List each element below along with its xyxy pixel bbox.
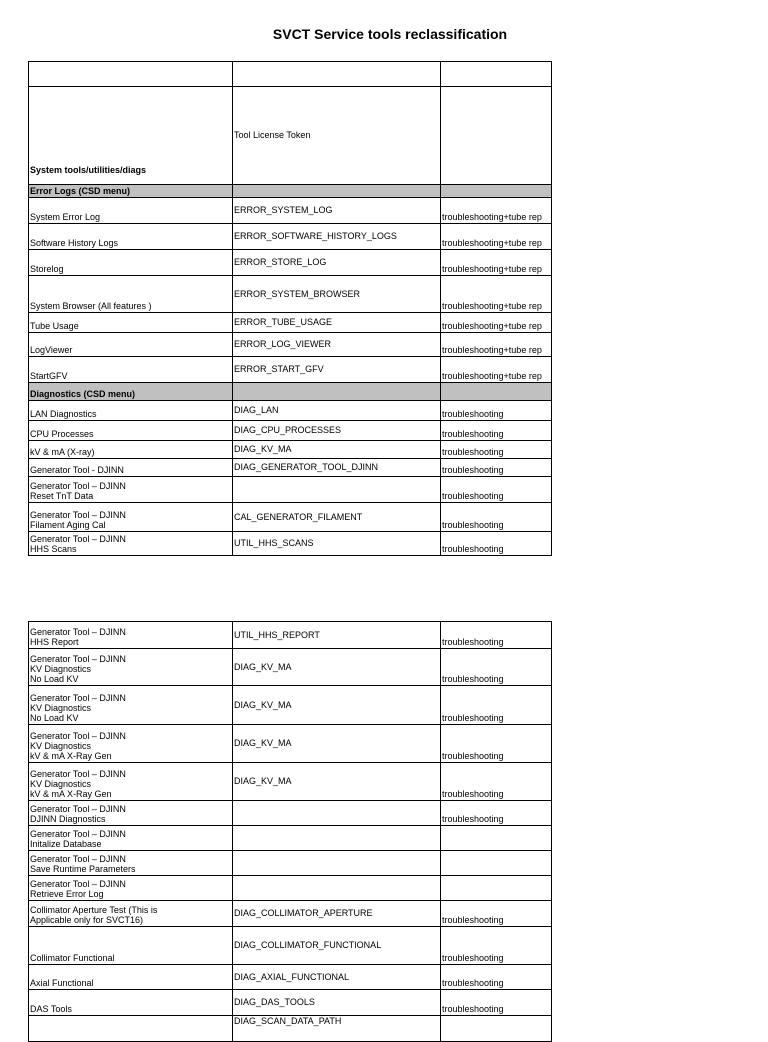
table-row bbox=[29, 927, 552, 965]
table-row bbox=[29, 801, 552, 826]
table-row bbox=[29, 503, 552, 532]
tool-name: StartGFV bbox=[29, 357, 233, 383]
tool-name: Generator Tool – DJINN HHS Scans bbox=[29, 532, 233, 556]
tool-name: CPU Processes bbox=[29, 421, 233, 441]
tool-name: Generator Tool – DJINN Filament Aging Cal bbox=[29, 503, 233, 532]
table-header-row bbox=[29, 87, 552, 185]
tool-name: Generator Tool – DJINN Initalize Database bbox=[29, 826, 233, 851]
header-col3 bbox=[441, 87, 552, 185]
license-token: DIAG_KV_MA bbox=[233, 649, 441, 686]
tool-name: kV & mA (X-ray) bbox=[29, 441, 233, 459]
license-token: ERROR_STORE_LOG bbox=[233, 250, 441, 276]
usage: troubleshooting+tube rep bbox=[441, 198, 552, 224]
license-token: ERROR_TUBE_USAGE bbox=[233, 313, 441, 333]
license-token: DIAG_KV_MA bbox=[233, 763, 441, 801]
table-row bbox=[29, 313, 552, 333]
table-row bbox=[29, 901, 552, 927]
tools-table-2 bbox=[28, 621, 552, 1042]
usage bbox=[441, 851, 552, 876]
tool-name: Tube Usage bbox=[29, 313, 233, 333]
license-token bbox=[233, 826, 441, 851]
cell bbox=[29, 62, 233, 87]
tool-name: Generator Tool – DJINN Reset TnT Data bbox=[29, 477, 233, 503]
tool-name: Generator Tool – DJINN Retrieve Error Log bbox=[29, 876, 233, 901]
license-token bbox=[233, 801, 441, 826]
license-token: DIAG_CPU_PROCESSES bbox=[233, 421, 441, 441]
table-empty-row bbox=[29, 62, 552, 87]
tool-name bbox=[29, 1016, 233, 1042]
table-row bbox=[29, 198, 552, 224]
tool-name: System Browser (All features ) bbox=[29, 276, 233, 313]
license-token: DIAG_COLLIMATOR_FUNCTIONAL bbox=[233, 927, 441, 965]
usage: troubleshooting bbox=[441, 901, 552, 927]
usage: troubleshooting bbox=[441, 649, 552, 686]
table-row bbox=[29, 477, 552, 503]
usage: troubleshooting bbox=[441, 725, 552, 763]
usage: troubleshooting+tube rep bbox=[441, 333, 552, 357]
table-row bbox=[29, 725, 552, 763]
usage: troubleshooting bbox=[441, 763, 552, 801]
usage: troubleshooting bbox=[441, 965, 552, 990]
table-row bbox=[29, 876, 552, 901]
table-row bbox=[29, 276, 552, 313]
usage: troubleshooting+tube rep bbox=[441, 250, 552, 276]
tool-name: Generator Tool – DJINN KV Diagnostics kV & mA X-Ray Gen bbox=[29, 763, 233, 801]
tool-name: Storelog bbox=[29, 250, 233, 276]
table-row bbox=[29, 459, 552, 477]
license-token: UTIL_HHS_REPORT bbox=[233, 622, 441, 649]
license-token: DIAG_KV_MA bbox=[233, 686, 441, 725]
table-row bbox=[29, 532, 552, 556]
tool-name: Generator Tool – DJINN KV Diagnostics kV & mA X-Ray Gen bbox=[29, 725, 233, 763]
tool-name: Collimator Functional bbox=[29, 927, 233, 965]
license-token: DIAG_SCAN_DATA_PATH bbox=[233, 1016, 441, 1042]
license-token: DIAG_KV_MA bbox=[233, 441, 441, 459]
header-tools: System tools/utilities/diags bbox=[29, 87, 233, 185]
usage: troubleshooting bbox=[441, 532, 552, 556]
usage: troubleshooting bbox=[441, 441, 552, 459]
cell bbox=[441, 383, 552, 401]
license-token: DIAG_DAS_TOOLS bbox=[233, 990, 441, 1016]
table-row bbox=[29, 401, 552, 421]
license-token: DIAG_LAN bbox=[233, 401, 441, 421]
license-token: ERROR_START_GFV bbox=[233, 357, 441, 383]
section-row bbox=[29, 185, 552, 198]
usage: troubleshooting+tube rep bbox=[441, 276, 552, 313]
cell bbox=[233, 383, 441, 401]
usage: troubleshooting bbox=[441, 401, 552, 421]
tool-name: Generator Tool – DJINN DJINN Diagnostics bbox=[29, 801, 233, 826]
table-row bbox=[29, 686, 552, 725]
table-row bbox=[29, 357, 552, 383]
tool-name: Software History Logs bbox=[29, 224, 233, 250]
cell bbox=[233, 185, 441, 198]
tool-name: DAS Tools bbox=[29, 990, 233, 1016]
usage: troubleshooting+tube rep bbox=[441, 357, 552, 383]
table-row bbox=[29, 224, 552, 250]
tool-name: Generator Tool – DJINN HHS Report bbox=[29, 622, 233, 649]
tool-name: LogViewer bbox=[29, 333, 233, 357]
usage: troubleshooting bbox=[441, 622, 552, 649]
table-row bbox=[29, 1016, 552, 1042]
tool-name: Generator Tool – DJINN KV Diagnostics No Load KV bbox=[29, 686, 233, 725]
usage: troubleshooting bbox=[441, 990, 552, 1016]
license-token: ERROR_SOFTWARE_HISTORY_LOGS bbox=[233, 224, 441, 250]
tool-name: Axial Functional bbox=[29, 965, 233, 990]
license-token: ERROR_SYSTEM_BROWSER bbox=[233, 276, 441, 313]
tool-name: LAN Diagnostics bbox=[29, 401, 233, 421]
table-row bbox=[29, 649, 552, 686]
license-token: UTIL_HHS_SCANS bbox=[233, 532, 441, 556]
license-token: DIAG_GENERATOR_TOOL_DJINN bbox=[233, 459, 441, 477]
tool-name: Generator Tool – DJINN Save Runtime Parameters bbox=[29, 851, 233, 876]
license-token: DIAG_KV_MA bbox=[233, 725, 441, 763]
table-row bbox=[29, 851, 552, 876]
license-token bbox=[233, 876, 441, 901]
table-row bbox=[29, 826, 552, 851]
license-token: DIAG_AXIAL_FUNCTIONAL bbox=[233, 965, 441, 990]
license-token bbox=[233, 851, 441, 876]
cell bbox=[441, 62, 552, 87]
cell bbox=[441, 185, 552, 198]
usage: troubleshooting+tube rep bbox=[441, 224, 552, 250]
license-token: ERROR_SYSTEM_LOG bbox=[233, 198, 441, 224]
table-row bbox=[29, 965, 552, 990]
table-row bbox=[29, 333, 552, 357]
tools-table-1 bbox=[28, 61, 552, 556]
section-title: Diagnostics (CSD menu) bbox=[29, 383, 233, 401]
document-title: SVCT Service tools reclassification bbox=[272, 26, 508, 42]
license-token bbox=[233, 477, 441, 503]
license-token: CAL_GENERATOR_FILAMENT bbox=[233, 503, 441, 532]
table-row bbox=[29, 441, 552, 459]
header-license-token: Tool License Token bbox=[233, 87, 441, 185]
table-row bbox=[29, 990, 552, 1016]
usage: troubleshooting bbox=[441, 459, 552, 477]
usage: troubleshooting bbox=[441, 477, 552, 503]
usage: troubleshooting bbox=[441, 801, 552, 826]
usage: troubleshooting bbox=[441, 503, 552, 532]
license-token: ERROR_LOG_VIEWER bbox=[233, 333, 441, 357]
usage: troubleshooting+tube rep bbox=[441, 313, 552, 333]
tool-name: System Error Log bbox=[29, 198, 233, 224]
license-token: DIAG_COLLIMATOR_APERTURE bbox=[233, 901, 441, 927]
section-title: Error Logs (CSD menu) bbox=[29, 185, 233, 198]
usage bbox=[441, 876, 552, 901]
table-row bbox=[29, 421, 552, 441]
usage bbox=[441, 826, 552, 851]
tool-name: Generator Tool - DJINN bbox=[29, 459, 233, 477]
usage: troubleshooting bbox=[441, 686, 552, 725]
tool-name: Collimator Aperture Test (This is Applicable only for SVCT16) bbox=[29, 901, 233, 927]
table-row bbox=[29, 763, 552, 801]
tool-name: Generator Tool – DJINN KV Diagnostics No Load KV bbox=[29, 649, 233, 686]
cell bbox=[233, 62, 441, 87]
table-row bbox=[29, 622, 552, 649]
table-row bbox=[29, 250, 552, 276]
usage: troubleshooting bbox=[441, 421, 552, 441]
usage bbox=[441, 1016, 552, 1042]
section-row bbox=[29, 383, 552, 401]
usage: troubleshooting bbox=[441, 927, 552, 965]
